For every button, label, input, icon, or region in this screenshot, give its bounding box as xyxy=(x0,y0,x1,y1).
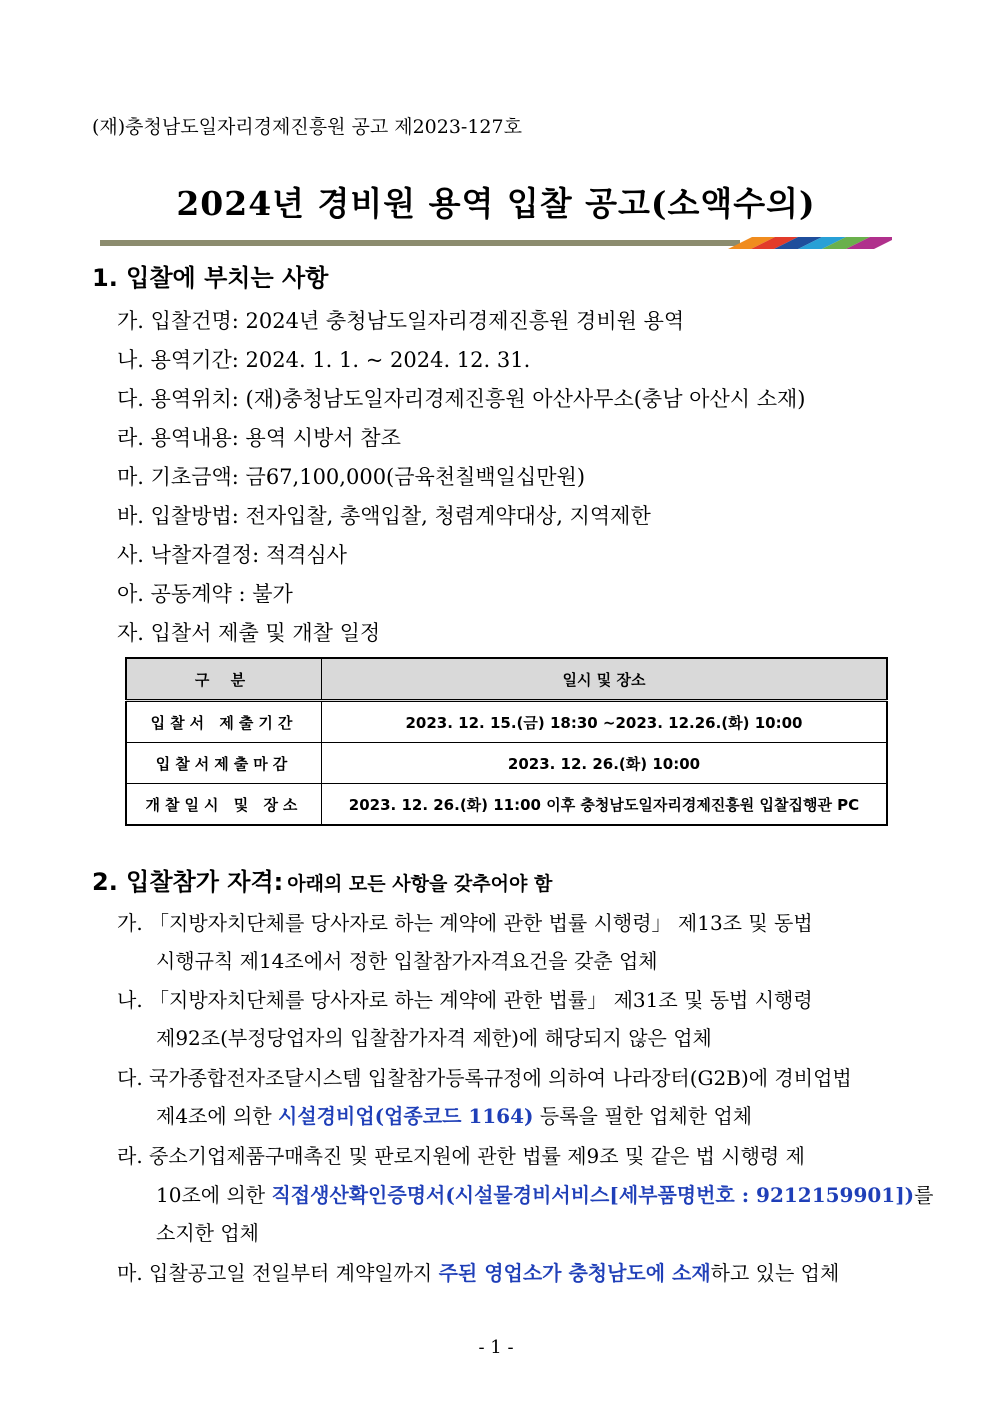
item-winner-decision: 사. 낙찰자결정: 적격심사 xyxy=(117,543,347,567)
row-label: 입찰서제출마감 xyxy=(126,743,322,784)
item-bid-schedule: 자. 입찰서 제출 및 개찰 일정 xyxy=(117,621,381,645)
qualification-ma xyxy=(117,1257,897,1286)
qualification-na-line1: 나. 「지방자치단체를 당사자로 하는 계약에 관한 법률」 제31조 및 동법 시행령 xyxy=(117,988,813,1012)
table-row xyxy=(126,701,887,743)
qualification-ga-line1: 가. 「지방자치단체를 당사자로 하는 계약에 관한 법률 시행령」 제13조 및 동법 xyxy=(117,911,813,935)
section2-subheading: 아래의 모든 사항을 갖추어야 함 xyxy=(287,873,553,895)
ra-text-pre: 10조에 의한 xyxy=(156,1183,272,1207)
da-text-pre: 제4조에 의한 xyxy=(156,1104,279,1128)
row-label: 개찰일시 및 장소 xyxy=(126,784,322,826)
qualification-ra-line1: 라. 중소기업제품구매촉진 및 판로지원에 관한 법률 제9조 및 같은 법 시행령 제 xyxy=(117,1144,805,1168)
header-category: 구 분 xyxy=(126,658,322,701)
item-bid-method: 바. 입찰방법: 전자입찰, 총액입찰, 청렴계약대상, 지역제한 xyxy=(117,504,651,528)
qualification-ra-line3: 소지한 업체 xyxy=(156,1221,259,1245)
header-datetime-place: 일시 및 장소 xyxy=(322,658,888,701)
da-text-post: 등록을 필한 업체한 업체 xyxy=(533,1104,753,1128)
row-label: 입찰서 제출기간 xyxy=(126,701,322,743)
bid-schedule-table xyxy=(125,657,888,826)
section2-heading-text: 2. 입찰참가 자격: xyxy=(92,868,284,896)
table-row xyxy=(126,784,887,826)
page-number: - 1 - xyxy=(478,1337,514,1358)
table-row xyxy=(126,743,887,784)
notice-number: (재)충청남도일자리경제진흥원 공고 제2023-127호 xyxy=(92,116,522,138)
row-value: 2023. 12. 15.(금) 18:30 ~2023. 12.26.(화) 10:00 xyxy=(322,701,888,743)
section2-heading xyxy=(92,862,552,897)
ma-text-post: 하고 있는 업체 xyxy=(710,1261,840,1285)
item-joint-contract: 아. 공동계약 : 불가 xyxy=(117,582,293,606)
item-service-content: 라. 용역내용: 용역 시방서 참조 xyxy=(117,426,401,450)
qualification-na-line2: 제92조(부정당업자의 입찰참가자격 제한)에 해당되지 않은 업체 xyxy=(156,1026,712,1050)
item-base-amount: 마. 기초금액: 금67,100,000(금육천칠백일십만원) xyxy=(117,465,586,489)
row-value: 2023. 12. 26.(화) 10:00 xyxy=(322,743,888,784)
section1-heading: 1. 입찰에 부치는 사항 xyxy=(92,264,329,292)
item-service-location: 다. 용역위치: (재)충청남도일자리경제진흥원 아산사무소(충남 아산시 소재) xyxy=(117,387,806,411)
qualification-ra-line2 xyxy=(156,1179,936,1208)
item-service-period: 나. 용역기간: 2024. 1. 1. ~ 2024. 12. 31. xyxy=(117,348,531,372)
qualification-da-line2 xyxy=(156,1100,936,1129)
ma-highlight: 주된 영업소가 충청남도에 소재 xyxy=(438,1261,711,1285)
qualification-ga-line2: 시행규칙 제14조에서 정한 입찰참가자격요건을 갖춘 업체 xyxy=(156,949,658,973)
qualification-da-line1: 다. 국가종합전자조달시스템 입찰참가등록규정에 의하여 나라장터(G2B)에 경비업법 xyxy=(117,1066,852,1090)
page-title: 2024년 경비원 용역 입찰 공고(소액수의) xyxy=(176,184,816,223)
item-bid-name: 가. 입찰건명: 2024년 충청남도일자리경제진흥원 경비원 용역 xyxy=(117,309,685,333)
ma-text-pre: 마. 입찰공고일 전일부터 계약일까지 xyxy=(117,1261,439,1285)
table-header-row xyxy=(126,658,887,701)
ra-highlight: 직접생산확인증명서(시설물경비서비스[세부품명번호 : 9212159901]) xyxy=(271,1183,915,1207)
title-underline-bar xyxy=(100,237,892,249)
row-value: 2023. 12. 26.(화) 11:00 이후 충청남도일자리경제진흥원 입찰집행관 PC xyxy=(322,784,888,826)
da-highlight: 시설경비업(업종코드 1164) xyxy=(278,1104,534,1128)
ra-text-post: 를 xyxy=(914,1183,934,1207)
